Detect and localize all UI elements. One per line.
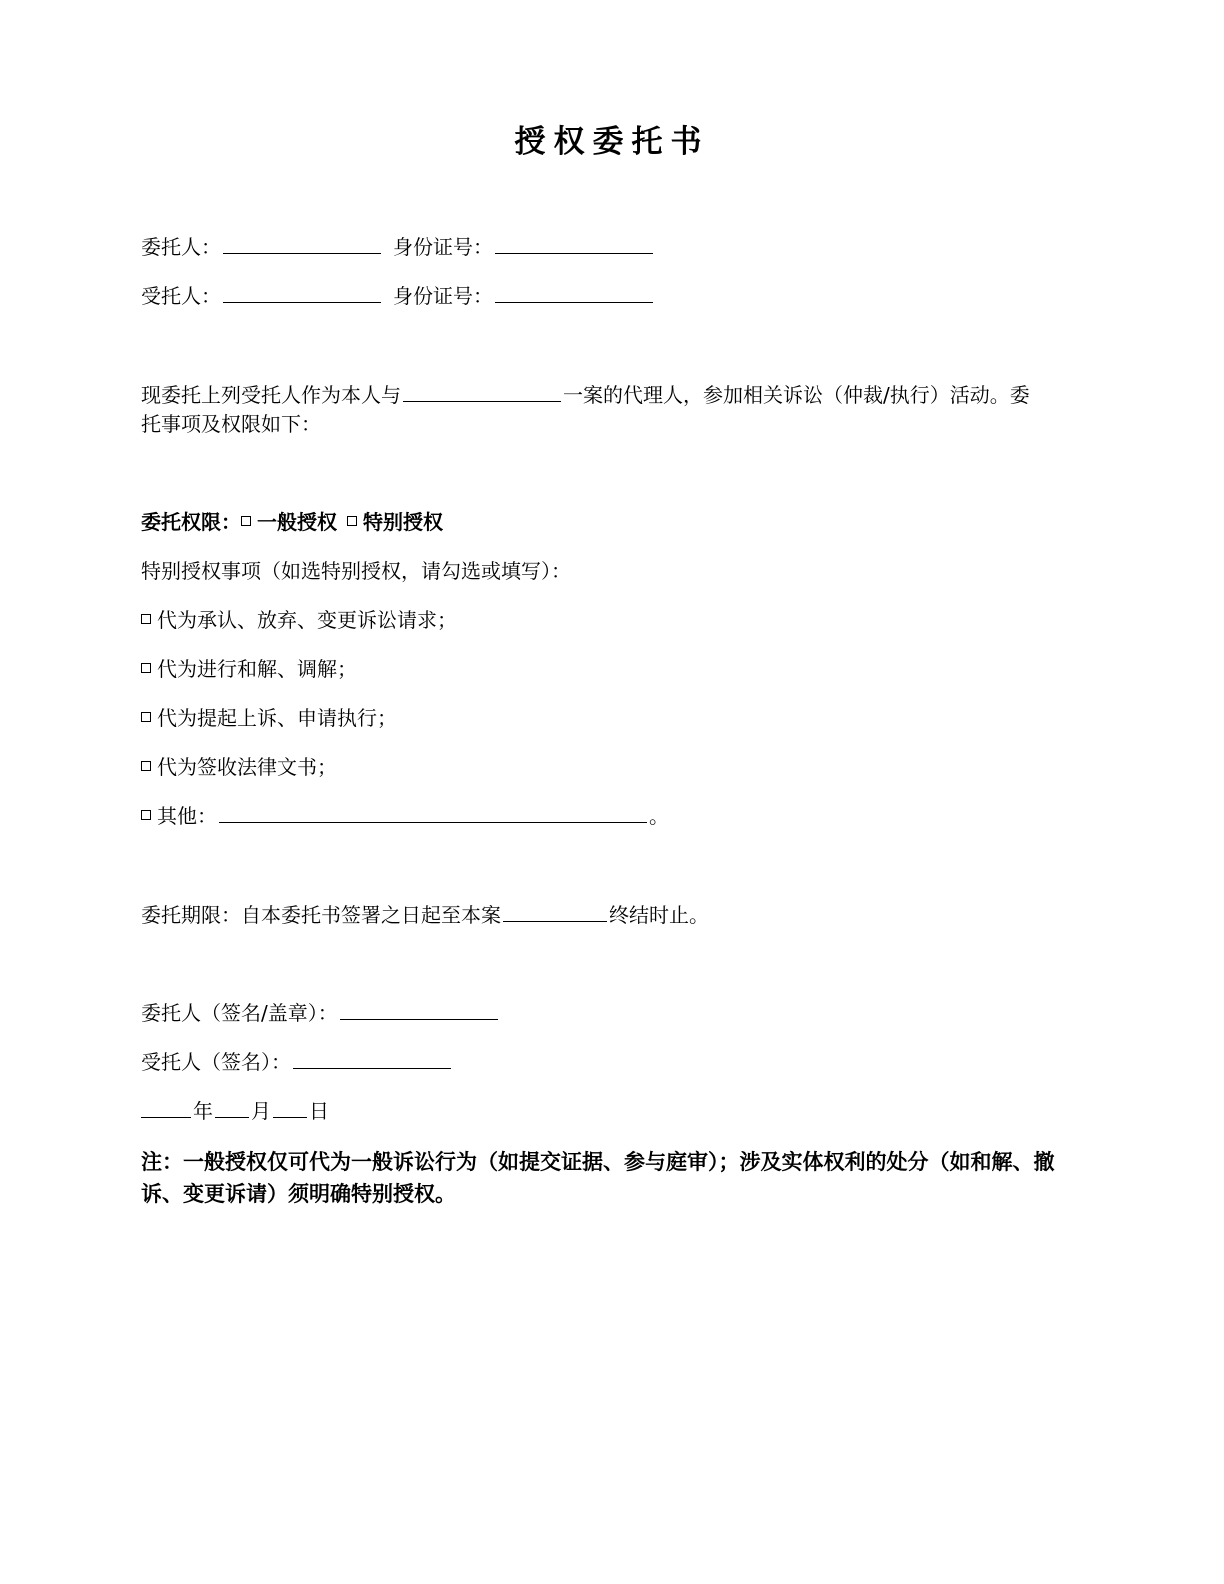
principal-label: 委托人： <box>141 235 221 259</box>
list-item <box>141 605 457 635</box>
authority-row <box>141 507 443 537</box>
special-item-label: 代为承认、放弃、变更诉讼请求； <box>157 608 457 632</box>
term-field[interactable] <box>503 901 607 922</box>
date-row <box>141 1096 329 1126</box>
month-field[interactable] <box>215 1097 249 1118</box>
other-item-end: 。 <box>649 804 669 828</box>
principal-id-field[interactable] <box>495 233 653 254</box>
agent-signature-row <box>141 1047 453 1077</box>
principal-signature-row <box>141 998 500 1028</box>
special-authority-checkbox[interactable] <box>347 516 357 526</box>
list-item <box>141 654 357 684</box>
agent-name-field[interactable] <box>223 282 381 303</box>
special-item-checkbox[interactable] <box>141 663 151 673</box>
special-item-checkbox[interactable] <box>141 614 151 624</box>
page-title: 授权委托书 <box>514 124 710 160</box>
special-item-label: 代为提起上诉、申请执行； <box>157 706 397 730</box>
list-item <box>141 752 337 782</box>
principal-row <box>141 232 655 262</box>
special-authority-label: 特别授权 <box>363 510 443 534</box>
special-items-heading: 特别授权事项（如选特别授权，请勾选或填写）： <box>141 559 571 583</box>
other-item-field[interactable] <box>219 802 647 823</box>
authority-label: 委托权限： <box>141 510 241 534</box>
agent-id-field[interactable] <box>495 282 653 303</box>
month-label: 月 <box>251 1099 271 1123</box>
special-item-label: 代为签收法律文书； <box>157 755 337 779</box>
other-item-label: 其他： <box>157 804 217 828</box>
case-name-field[interactable] <box>403 381 561 402</box>
term-row <box>141 900 709 930</box>
principal-signature-field[interactable] <box>340 999 498 1020</box>
intro-text-1: 现委托上列受托人作为本人与 <box>141 383 401 407</box>
general-authority-label: 一般授权 <box>257 510 337 534</box>
principal-name-field[interactable] <box>223 233 381 254</box>
special-item-checkbox[interactable] <box>141 761 151 771</box>
intro-paragraph <box>141 381 1041 439</box>
agent-label: 受托人： <box>141 284 221 308</box>
agent-signature-field[interactable] <box>293 1048 451 1069</box>
list-item-other <box>141 801 669 831</box>
year-label: 年 <box>193 1099 213 1123</box>
day-label: 日 <box>309 1099 329 1123</box>
special-item-checkbox[interactable] <box>141 712 151 722</box>
year-field[interactable] <box>141 1097 191 1118</box>
intro-text-2: 一案的代理人，参加相关诉讼（仲裁/执行）活动。委托事项及权限如下： <box>141 383 1030 436</box>
principal-id-label: 身份证号： <box>393 235 493 259</box>
principal-signature-label: 委托人（签名/盖章）： <box>141 1001 338 1025</box>
general-authority-checkbox[interactable] <box>241 516 251 526</box>
day-field[interactable] <box>273 1097 307 1118</box>
term-text-1: 委托期限：自本委托书签署之日起至本案 <box>141 903 501 927</box>
note-text: 注：一般授权仅可代为一般诉讼行为（如提交证据、参与庭审）；涉及实体权利的处分（如和解、撤诉、变更诉请）须明确特别授权。 <box>141 1150 1055 1206</box>
special-item-label: 代为进行和解、调解； <box>157 657 357 681</box>
agent-id-label: 身份证号： <box>393 284 493 308</box>
agent-row <box>141 281 655 311</box>
agent-signature-label: 受托人（签名）： <box>141 1050 291 1074</box>
term-text-2: 终结时止。 <box>609 903 709 927</box>
list-item <box>141 703 397 733</box>
other-item-checkbox[interactable] <box>141 810 151 820</box>
